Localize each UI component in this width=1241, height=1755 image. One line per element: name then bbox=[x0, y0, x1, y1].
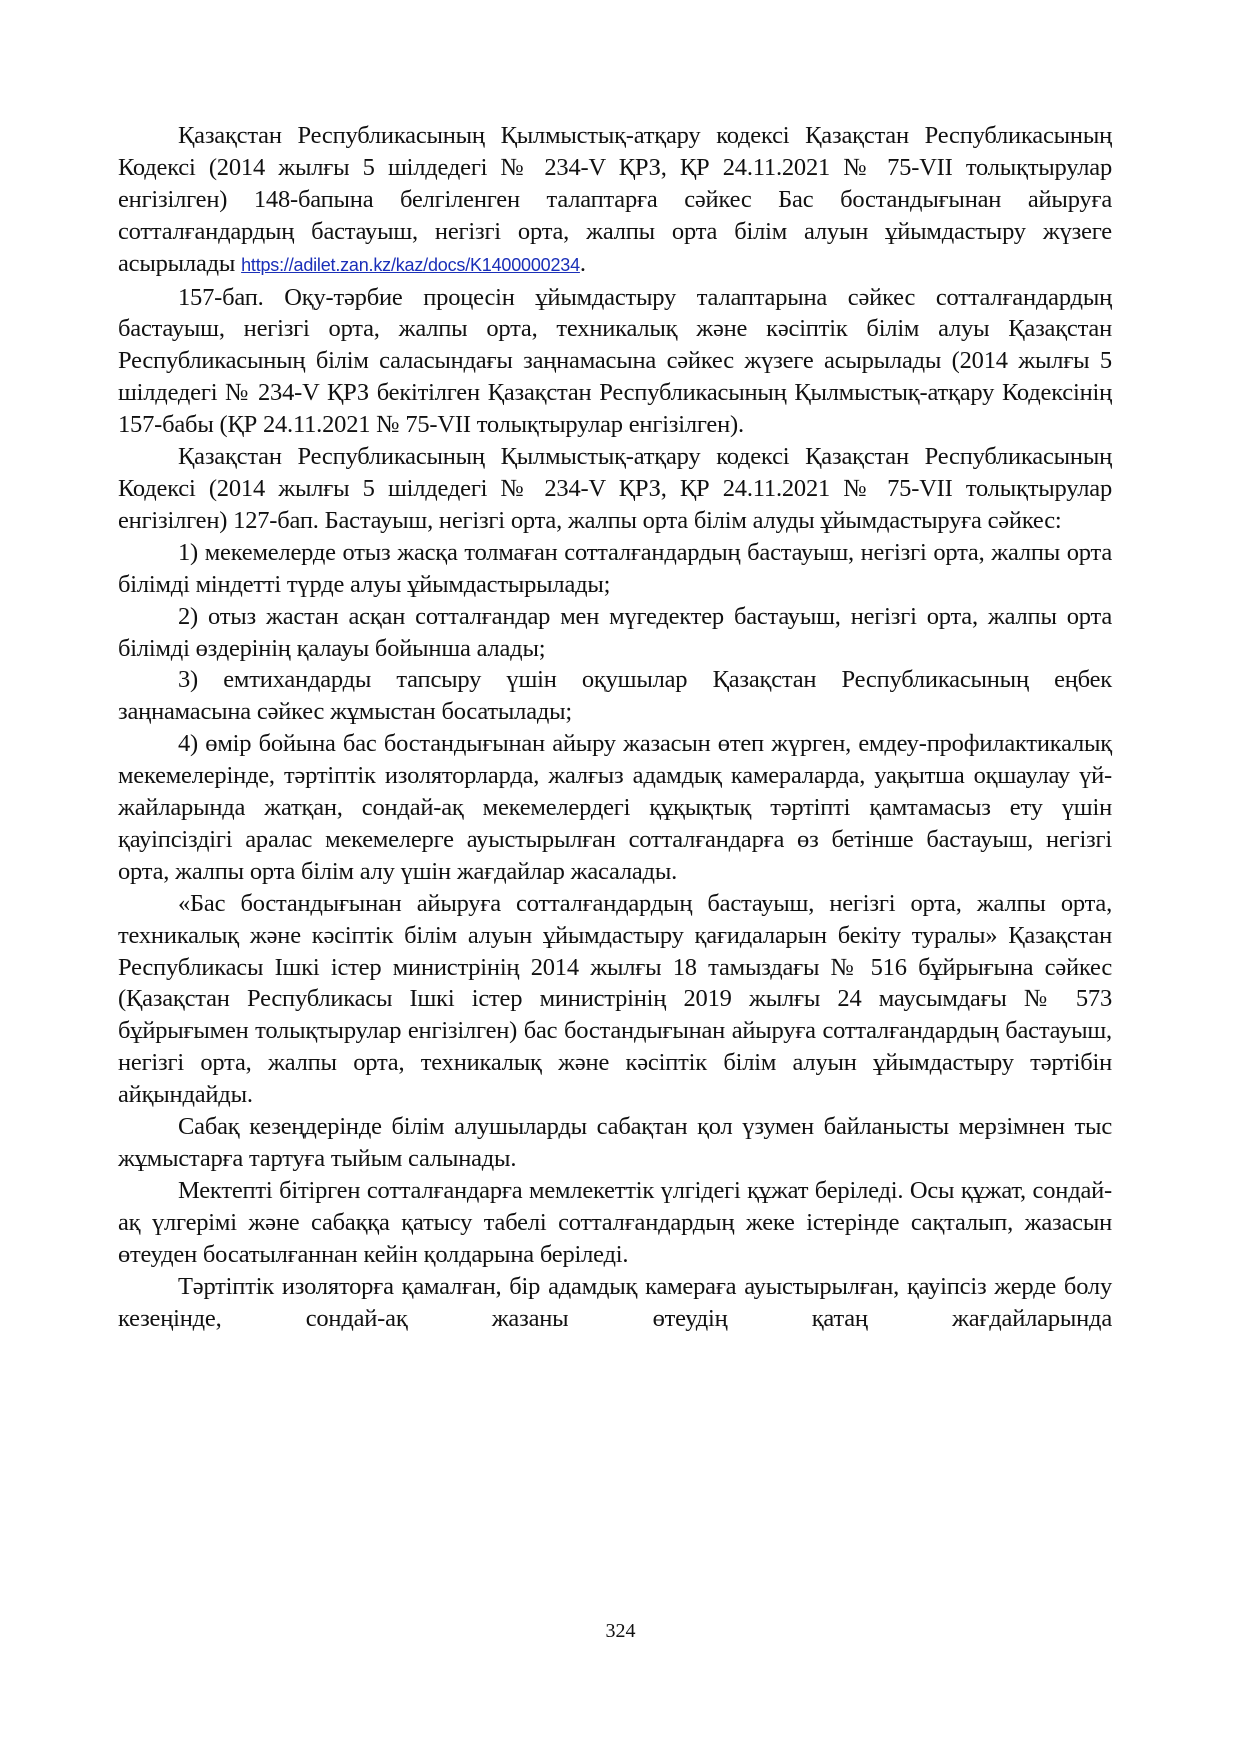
paragraph-lesson-periods: Сабақ кезеңдерінде білім алушыларды сабақтан қол үзумен байланысты мерзімнен тыс жұмыстарға тартуға тыйым салынады. bbox=[118, 1113, 1112, 1172]
adilet-link[interactable]: https://adilet.zan.kz/kaz/docs/K1400000234 bbox=[241, 254, 580, 275]
list-item-1: 1) мекемелерде отыз жасқа толмаған сотталғандардың бастауыш, негізгі орта, жалпы орта білімді міндетті түрде алуы ұйымдастырылады; bbox=[118, 538, 1112, 598]
paragraph-graduation-document: Мектепті бітірген сотталғандарға мемлекеттік үлгідегі құжат беріледі. Осы құжат, сондай-ақ үлгерімі және сабаққа қатысу табелі сотталғандардың жеке істерінде сақталып, жазасын өтеуден босатылғаннан кейін қолдарына беріледі. bbox=[118, 1176, 1112, 1268]
paragraph-text: Қазақстан Республикасының Қылмыстық-атқару кодексі Қазақстан Республикасының Кодексі (2014 жылғы 5 шілдедегі № 234-V ҚРЗ, ҚР 24.11.2021 № 75-VII толықтырулар енгізілген) 148-бапына белгіленген талаптарға сәйкес Бас бостандығынан айыруға сотталғандардың бастауыш, негізгі орта, жалпы орта білім алуын ұйымдастыру жүзеге асырылады bbox=[118, 122, 1112, 277]
list-item-4: 4) өмір бойына бас бостандығынан айыру жазасын өтеп жүрген, емдеу-профилактикалық мекемелерінде, тәртіптік изоляторларда, жалғыз адамдық камераларда, уақытша оқшаулау үй-жайларында жатқан, сондай-ақ мекемелердегі құқықтық тәртіпті қамтамасыз ету үшін қауіпсіздігі аралас мекемелерге ауыстырылған сотталғандарға өз бетінше бастауыш, негізгі орта, жалпы орта білім алу үшін жағдайлар жасалады. bbox=[118, 730, 1112, 885]
paragraph-article-157: 157-бап. Оқу-тәрбие процесін ұйымдастыру талаптарына сәйкес сотталғандардың бастауыш, негізгі орта, жалпы орта, техникалық және кәсіптік білім алуы Қазақстан Республикасының білім саласындағы заңнамасына сәйкес жүзеге асырылады (2014 жылғы 5 шілдедегі № 234-V ҚРЗ бекітілген Қазақстан Республикасының Қылмыстық-атқару Кодексінің 157-бабы (ҚР 24.11.2021 № 75-VII толықтырулар енгізілген). bbox=[118, 283, 1112, 439]
paragraph-disciplinary-isolation: Тәртіптік изоляторға қамалған, бір адамдық камераға ауыстырылған, қауіпсіз жерде болу кезеңінде, сондай-ақ жазаны өтеудің қатаң жағдайларында bbox=[118, 1272, 1112, 1332]
page-number: 324 bbox=[605, 1620, 636, 1642]
paragraph-tail: . bbox=[579, 249, 586, 277]
paragraph-order-516: «Бас бостандығынан айыруға сотталғандардың бастауыш, негізгі орта, жалпы орта, техникалық және кәсіптік білім алуын ұйымдастыру қағидаларын бекіту туралы» Қазақстан Республикасы Ішкі істер министрінің 2014 жылғы 18 тамыздағы № 516 бұйрығына сәйкес (Қазақстан Республикасы Ішкі істер министрінің 2019 жылғы 24 маусымдағы № 573 бұйрығымен толықтырулар енгізілген) бас бостандығынан айыруға сотталғандардың бастауыш, негізгі орта, жалпы орта, техникалық және кәсіптік білім алуын ұйымдастыру тәртібін айқындайды. bbox=[118, 889, 1112, 1109]
paragraph-article-127: Қазақстан Республикасының Қылмыстық-атқару кодексі Қазақстан Республикасының Кодексі (2014 жылғы 5 шілдедегі № 234-V ҚРЗ, ҚР 24.11.2021 № 75-VII толықтырулар енгізілген) 127-бап. Бастауыш, негізгі орта, жалпы орта білім алуды ұйымдастыруға сәйкес: bbox=[118, 443, 1112, 534]
list-item-3: 3) емтихандарды тапсыру үшін оқушылар Қазақстан Республикасының еңбек заңнамасына сәйкес жұмыстан босатылады; bbox=[118, 666, 1112, 726]
list-item-2: 2) отыз жастан асқан сотталғандар мен мүгедектер бастауыш, негізгі орта, жалпы орта білімді өздерінің қалауы бойынша алады; bbox=[118, 602, 1112, 662]
document-body bbox=[118, 120, 1112, 1334]
paragraph-article-148 bbox=[118, 120, 1112, 282]
